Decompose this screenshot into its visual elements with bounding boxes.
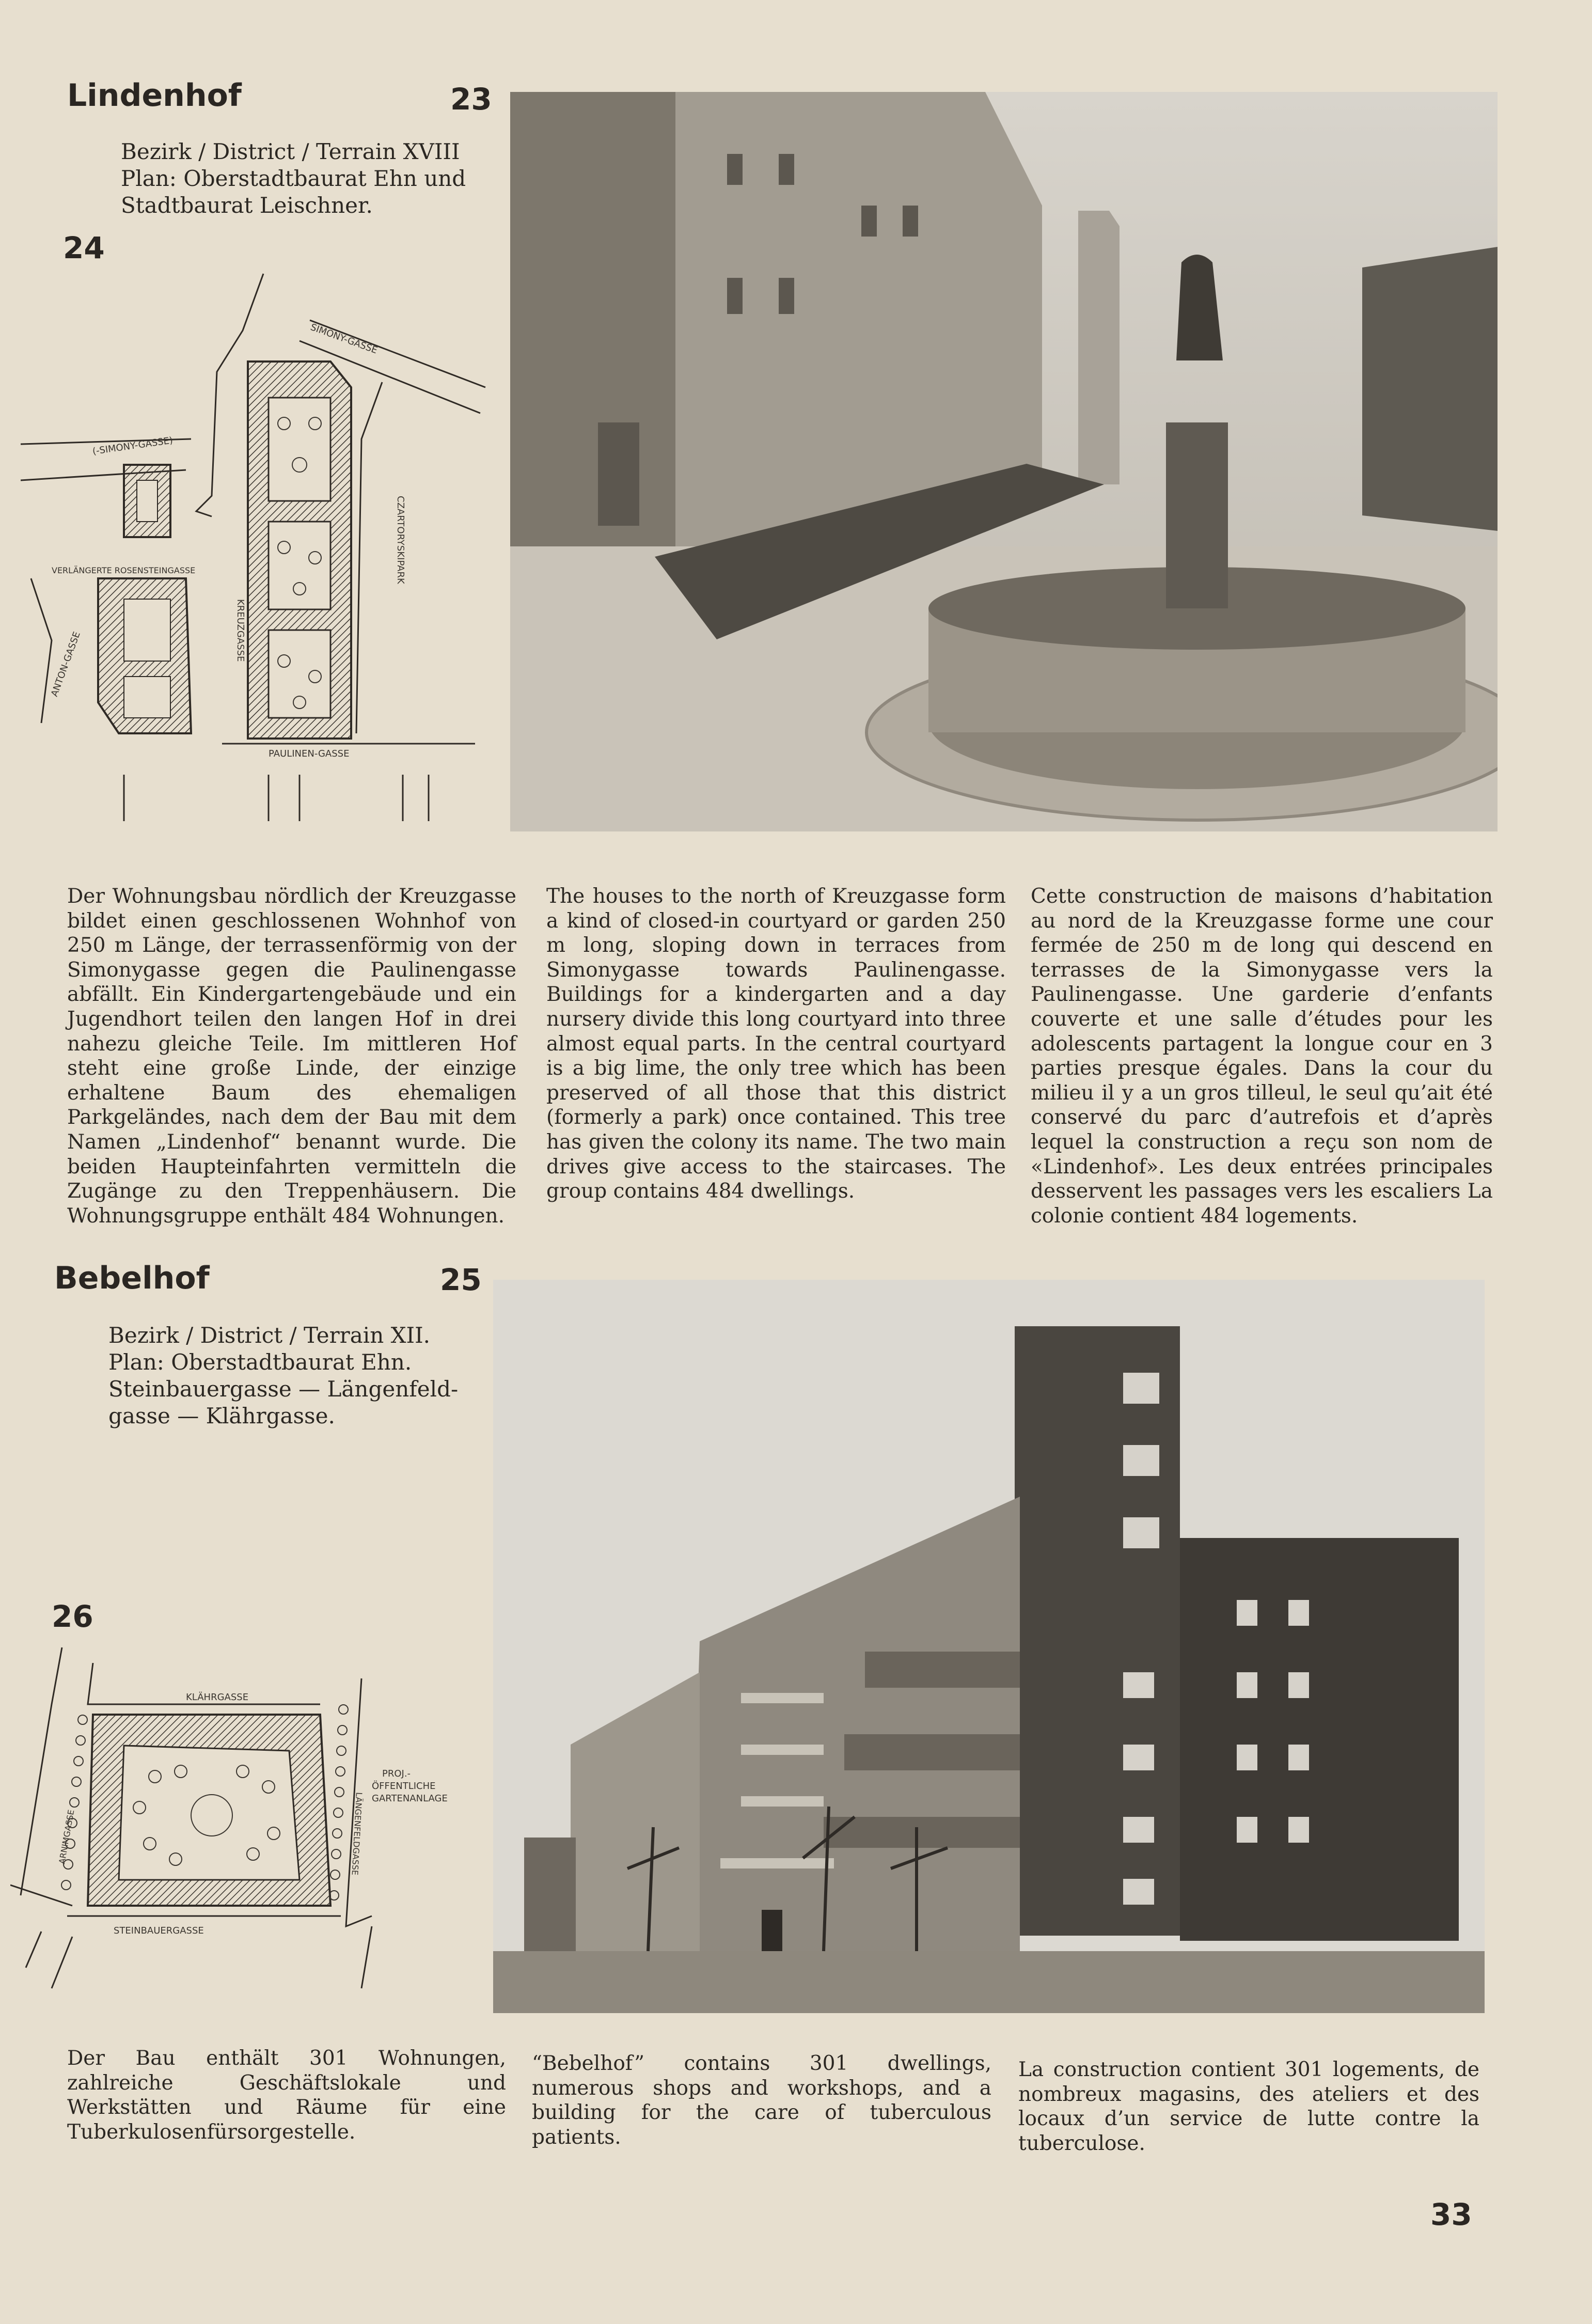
section-title: Bebelhof bbox=[54, 1260, 210, 1296]
plan-number: 26 bbox=[52, 1599, 93, 1634]
page-number: 33 bbox=[1430, 2197, 1472, 2232]
street-label: (-SIMONY-GASSE) bbox=[91, 435, 174, 457]
garden-label: PROJ.- bbox=[382, 1768, 411, 1779]
meta-line: Bezirk / District / Terrain XII. bbox=[108, 1323, 431, 1348]
courtyard bbox=[269, 522, 330, 609]
section-meta bbox=[121, 138, 491, 219]
street-label: SIMONY-GASSE bbox=[309, 321, 379, 356]
text-column-french: La construction contient 301 logements, de nombreux magasins, des ateliers et des locaux d’un service de lutte contre la tuberculose. bbox=[1018, 2058, 1479, 2155]
street-label: KLÄHRGASSE bbox=[186, 1692, 249, 1703]
meta-line: Bezirk / District / Terrain XVIII bbox=[121, 139, 460, 164]
street-label: KREUZGASSE bbox=[235, 599, 246, 662]
text-column-english: The houses to the north of Kreuzgasse form a kind of closed-in courtyard or garden 250 m long, sloping down in terraces from Simonygasse towards Paulinengasse. Buildings for a kindergarten and a day nursery divide this long courtyard into three almost equal parts. In the central courtyard is a big lime, the only tree which has been preserved of all those that this district (formerly a park) once contained. This tree has given the colony its name. The two main drives give access to the staircases. The group contains 484 dwellings. bbox=[546, 885, 1006, 1203]
courtyard bbox=[119, 1746, 300, 1880]
text-column-german: Der Wohnungsbau nördlich der Kreuzgasse bildet einen geschlossenen Wohnhof von 250 m Länge, der terrassenförmig von der Simonygasse gegen die Paulinengasse abfällt. Ein Kindergartengebäude und ein Jugendhort teilen den langen Hof in drei nahezu gleiche Teile. Im mittleren Hof steht eine große Linde, der einzige erhaltene Baum des ehemaligen Parkgeländes, nach dem der Bau mit dem Namen „Lindenhof“ benannt wurde. Die beiden Haupteinfahrten vermitteln die Zugänge zu den Treppenhäusern. Die Wohnungsgruppe enthält 484 Wohnungen. bbox=[67, 885, 516, 1228]
photo-number: 23 bbox=[450, 82, 492, 117]
section-meta bbox=[108, 1322, 480, 1430]
plan-number: 24 bbox=[63, 230, 105, 265]
text-column-french: Cette construction de maisons d’habitation au nord de la Kreuzgasse forme une cour fermée de 250 m de long qui descend en terrasses de la Simonygasse vers la Paulinengasse. Une garderie d’enfants couverte et une salle d’études pour les adolescents partagent la longue cour en 3 parties presque égales. Dans la cour du milieu il y a un gros tilleul, le seul qu’ait été conservé du parc d’autrefois et d’après lequel la construction a reçu son nom de «Lindenhof». Les deux entrées principales desservent les passages vers les escaliers La colonie contient 484 logements. bbox=[1031, 885, 1493, 1228]
street-label: LÄNGENFELDGASSE bbox=[350, 1792, 364, 1876]
street-label: PAULINEN-GASSE bbox=[269, 748, 350, 759]
courtyard bbox=[269, 398, 330, 501]
street-label: STEINBAUERGASSE bbox=[114, 1925, 204, 1936]
street-label: VERLÄNGERTE ROSENSTEINGASSE bbox=[52, 566, 196, 575]
meta-line: Stadtbaurat Leischner. bbox=[121, 193, 373, 218]
lindenhof-photo bbox=[510, 92, 1498, 831]
street-label: CZARTORYSKIPARK bbox=[395, 496, 406, 584]
meta-line: Plan: Oberstadtbaurat Ehn und bbox=[121, 166, 466, 191]
street-label: ARNIMGASSE bbox=[57, 1809, 76, 1865]
text-column-english: “Bebelhof” contains 301 dwellings, numerous shops and workshops, and a building for the care of tuberculous patients. bbox=[532, 2052, 991, 2149]
photo-number: 25 bbox=[440, 1262, 482, 1297]
meta-line: Plan: Oberstadtbaurat Ehn. bbox=[108, 1349, 412, 1375]
garden-label: ÖFFENTLICHE bbox=[372, 1781, 436, 1792]
garden-label: GARTENANLAGE bbox=[372, 1793, 448, 1804]
meta-line: gasse — Klährgasse. bbox=[108, 1403, 335, 1428]
bebelhof-site-plan bbox=[10, 1637, 485, 1999]
section-title: Lindenhof bbox=[67, 77, 242, 114]
text-column-german: Der Bau enthält 301 Wohnungen, zahlreiche Geschäftslokale und Werkstätten und Räume für eine Tuberkulosenfürsorgestelle. bbox=[67, 2047, 506, 2144]
bebelhof-photo bbox=[493, 1280, 1485, 2013]
lindenhof-site-plan bbox=[21, 269, 496, 826]
street-label: ANTON-GASSE bbox=[49, 630, 83, 698]
meta-line: Steinbauergasse — Längenfeld- bbox=[108, 1376, 459, 1402]
